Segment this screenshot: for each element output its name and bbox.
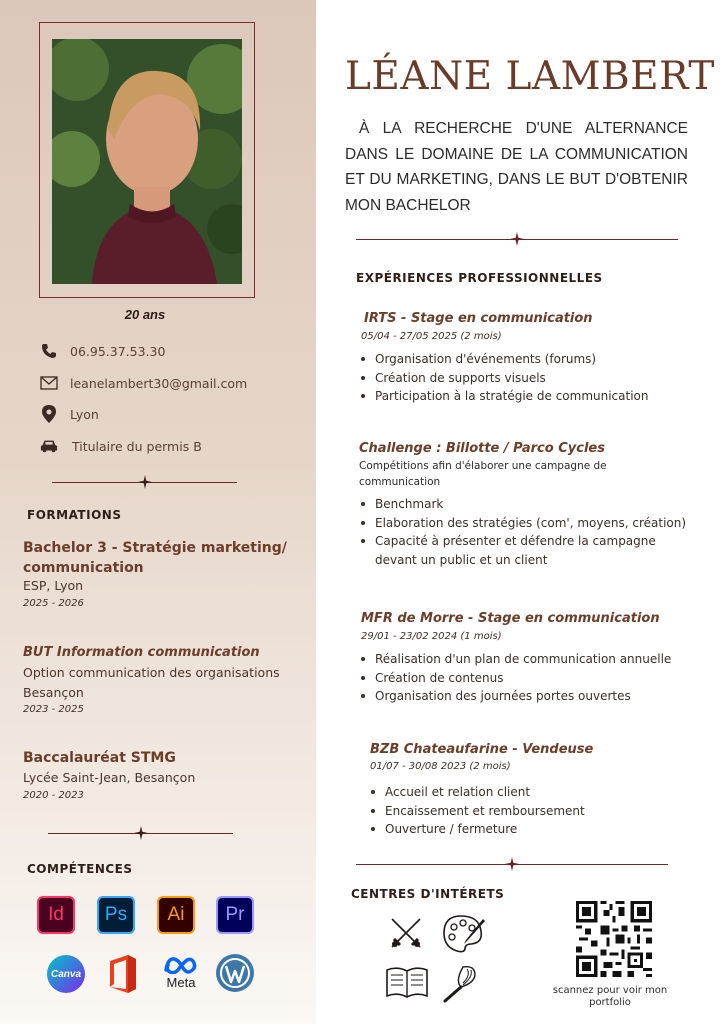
list-item: Elaboration des stratégies (com', moyens, création) — [359, 514, 694, 533]
edu-title-2: BUT Information communication — [23, 645, 260, 660]
formations-heading: FORMATIONS — [27, 508, 122, 522]
interests-heading: CENTRES D'INTÉRETS — [351, 887, 505, 901]
exp-title-4: BZB Chateaufarine - Vendeuse — [370, 742, 594, 757]
location-pin-icon — [40, 405, 58, 423]
exp-title-1: IRTS - Stage en communication — [364, 311, 593, 326]
edu-title-1: Bachelor 3 - Stratégie marketing/ communication — [23, 540, 287, 576]
divider-star-icon — [138, 475, 152, 489]
section-divider — [356, 864, 668, 865]
qr-caption: scannez pour voir mon portfolio — [552, 985, 668, 1008]
mail-icon — [40, 374, 58, 392]
car-icon — [40, 437, 58, 455]
contact-email — [40, 374, 247, 392]
phone-text: 06.95.37.53.30 — [70, 343, 166, 359]
contact-city — [40, 405, 99, 423]
fencing-icon — [388, 915, 424, 951]
list-item: Participation à la stratégie de communication — [359, 387, 649, 406]
city-text: Lyon — [70, 406, 99, 422]
exp-bullets-1 — [359, 350, 649, 406]
canva-icon: Canva — [47, 955, 85, 993]
edu-school-2: Besançon — [23, 685, 84, 700]
divider-star-icon — [510, 232, 524, 246]
edu-date-3: 2020 - 2023 — [23, 790, 84, 801]
exp-title-2: Challenge : Billotte / Parco Cycles — [359, 441, 605, 456]
edu-date-2: 2023 - 2025 — [23, 704, 84, 715]
exp-date-4: 01/07 - 30/08 2023 (2 mois) — [370, 761, 511, 772]
list-item: Réalisation d'un plan de communication annuelle — [359, 650, 671, 669]
exp-desc-2: Compétitions afin d'élaborer une campagne de communication — [359, 460, 607, 488]
edu-school-3: Lycée Saint-Jean, Besançon — [23, 770, 196, 785]
exp-date-1: 05/04 - 27/05 2025 (2 mois) — [361, 331, 502, 342]
whisk-icon — [441, 963, 479, 1003]
divider-star-icon — [505, 857, 519, 871]
email-text: leanelambert30@gmail.com — [70, 375, 248, 391]
office-icon — [104, 955, 142, 993]
list-item: Création de supports visuels — [359, 369, 649, 388]
phone-icon — [40, 342, 58, 360]
illustrator-icon: Ai — [157, 896, 195, 934]
section-divider — [356, 239, 678, 240]
painting-palette-icon — [441, 913, 487, 955]
list-item: Benchmark — [359, 495, 694, 514]
meta-label: Meta — [166, 975, 196, 990]
profile-photo — [52, 39, 242, 284]
list-item: Création de contenus — [359, 669, 671, 688]
exp-date-3: 29/01 - 23/02 2024 (1 mois) — [361, 631, 502, 642]
divider-star-icon — [134, 826, 148, 840]
exp-bullets-4 — [369, 783, 585, 839]
list-item: Accueil et relation client — [369, 783, 585, 802]
exp-title-3: MFR de Morre - Stage en communication — [361, 611, 660, 626]
edu-school-1: ESP, Lyon — [23, 578, 84, 593]
contact-license — [40, 437, 202, 455]
photo-frame — [39, 22, 255, 298]
list-item: Organisation des journées portes ouvertes — [359, 687, 671, 706]
meta-icon — [159, 954, 203, 992]
photoshop-icon: Ps — [97, 896, 135, 934]
edu-date-1: 2025 - 2026 — [23, 598, 84, 609]
list-item: Organisation d'événements (forums) — [359, 350, 649, 369]
contact-phone — [40, 342, 165, 360]
objective-text-content: À LA RECHERCHE D'UNE ALTERNANCE DANS LE DOMAINE DE LA COMMUNICATION ET DU MARKETING, DANS LE BUT D'OBTENIR MON BACHELOR — [345, 120, 688, 214]
portfolio-qr-code[interactable] — [576, 901, 652, 977]
indesign-icon: Id — [37, 896, 75, 934]
section-divider — [52, 482, 237, 483]
book-icon — [384, 965, 430, 1001]
section-divider — [48, 833, 233, 834]
license-text: Titulaire du permis B — [72, 438, 202, 454]
exp-bullets-3 — [359, 650, 671, 706]
age-label: 20 ans — [124, 307, 166, 322]
premiere-icon: Pr — [216, 896, 254, 934]
full-name: LÉANE LAMBERT — [345, 54, 715, 99]
edu-option-2: Option communication des organisations — [23, 665, 280, 680]
list-item: Ouverture / fermeture — [369, 820, 585, 839]
exp-bullets-2 — [359, 495, 694, 569]
wordpress-icon — [216, 954, 254, 992]
experiences-heading: EXPÉRIENCES PROFESSIONNELLES — [356, 271, 603, 285]
edu-title-3: Baccalauréat STMG — [23, 750, 176, 766]
skills-heading: COMPÉTENCES — [27, 862, 133, 876]
objective-text — [345, 116, 688, 218]
list-item: Encaissement et remboursement — [369, 802, 585, 821]
list-item: Capacité à présenter et défendre la campagne devant un public et un client — [359, 532, 675, 569]
